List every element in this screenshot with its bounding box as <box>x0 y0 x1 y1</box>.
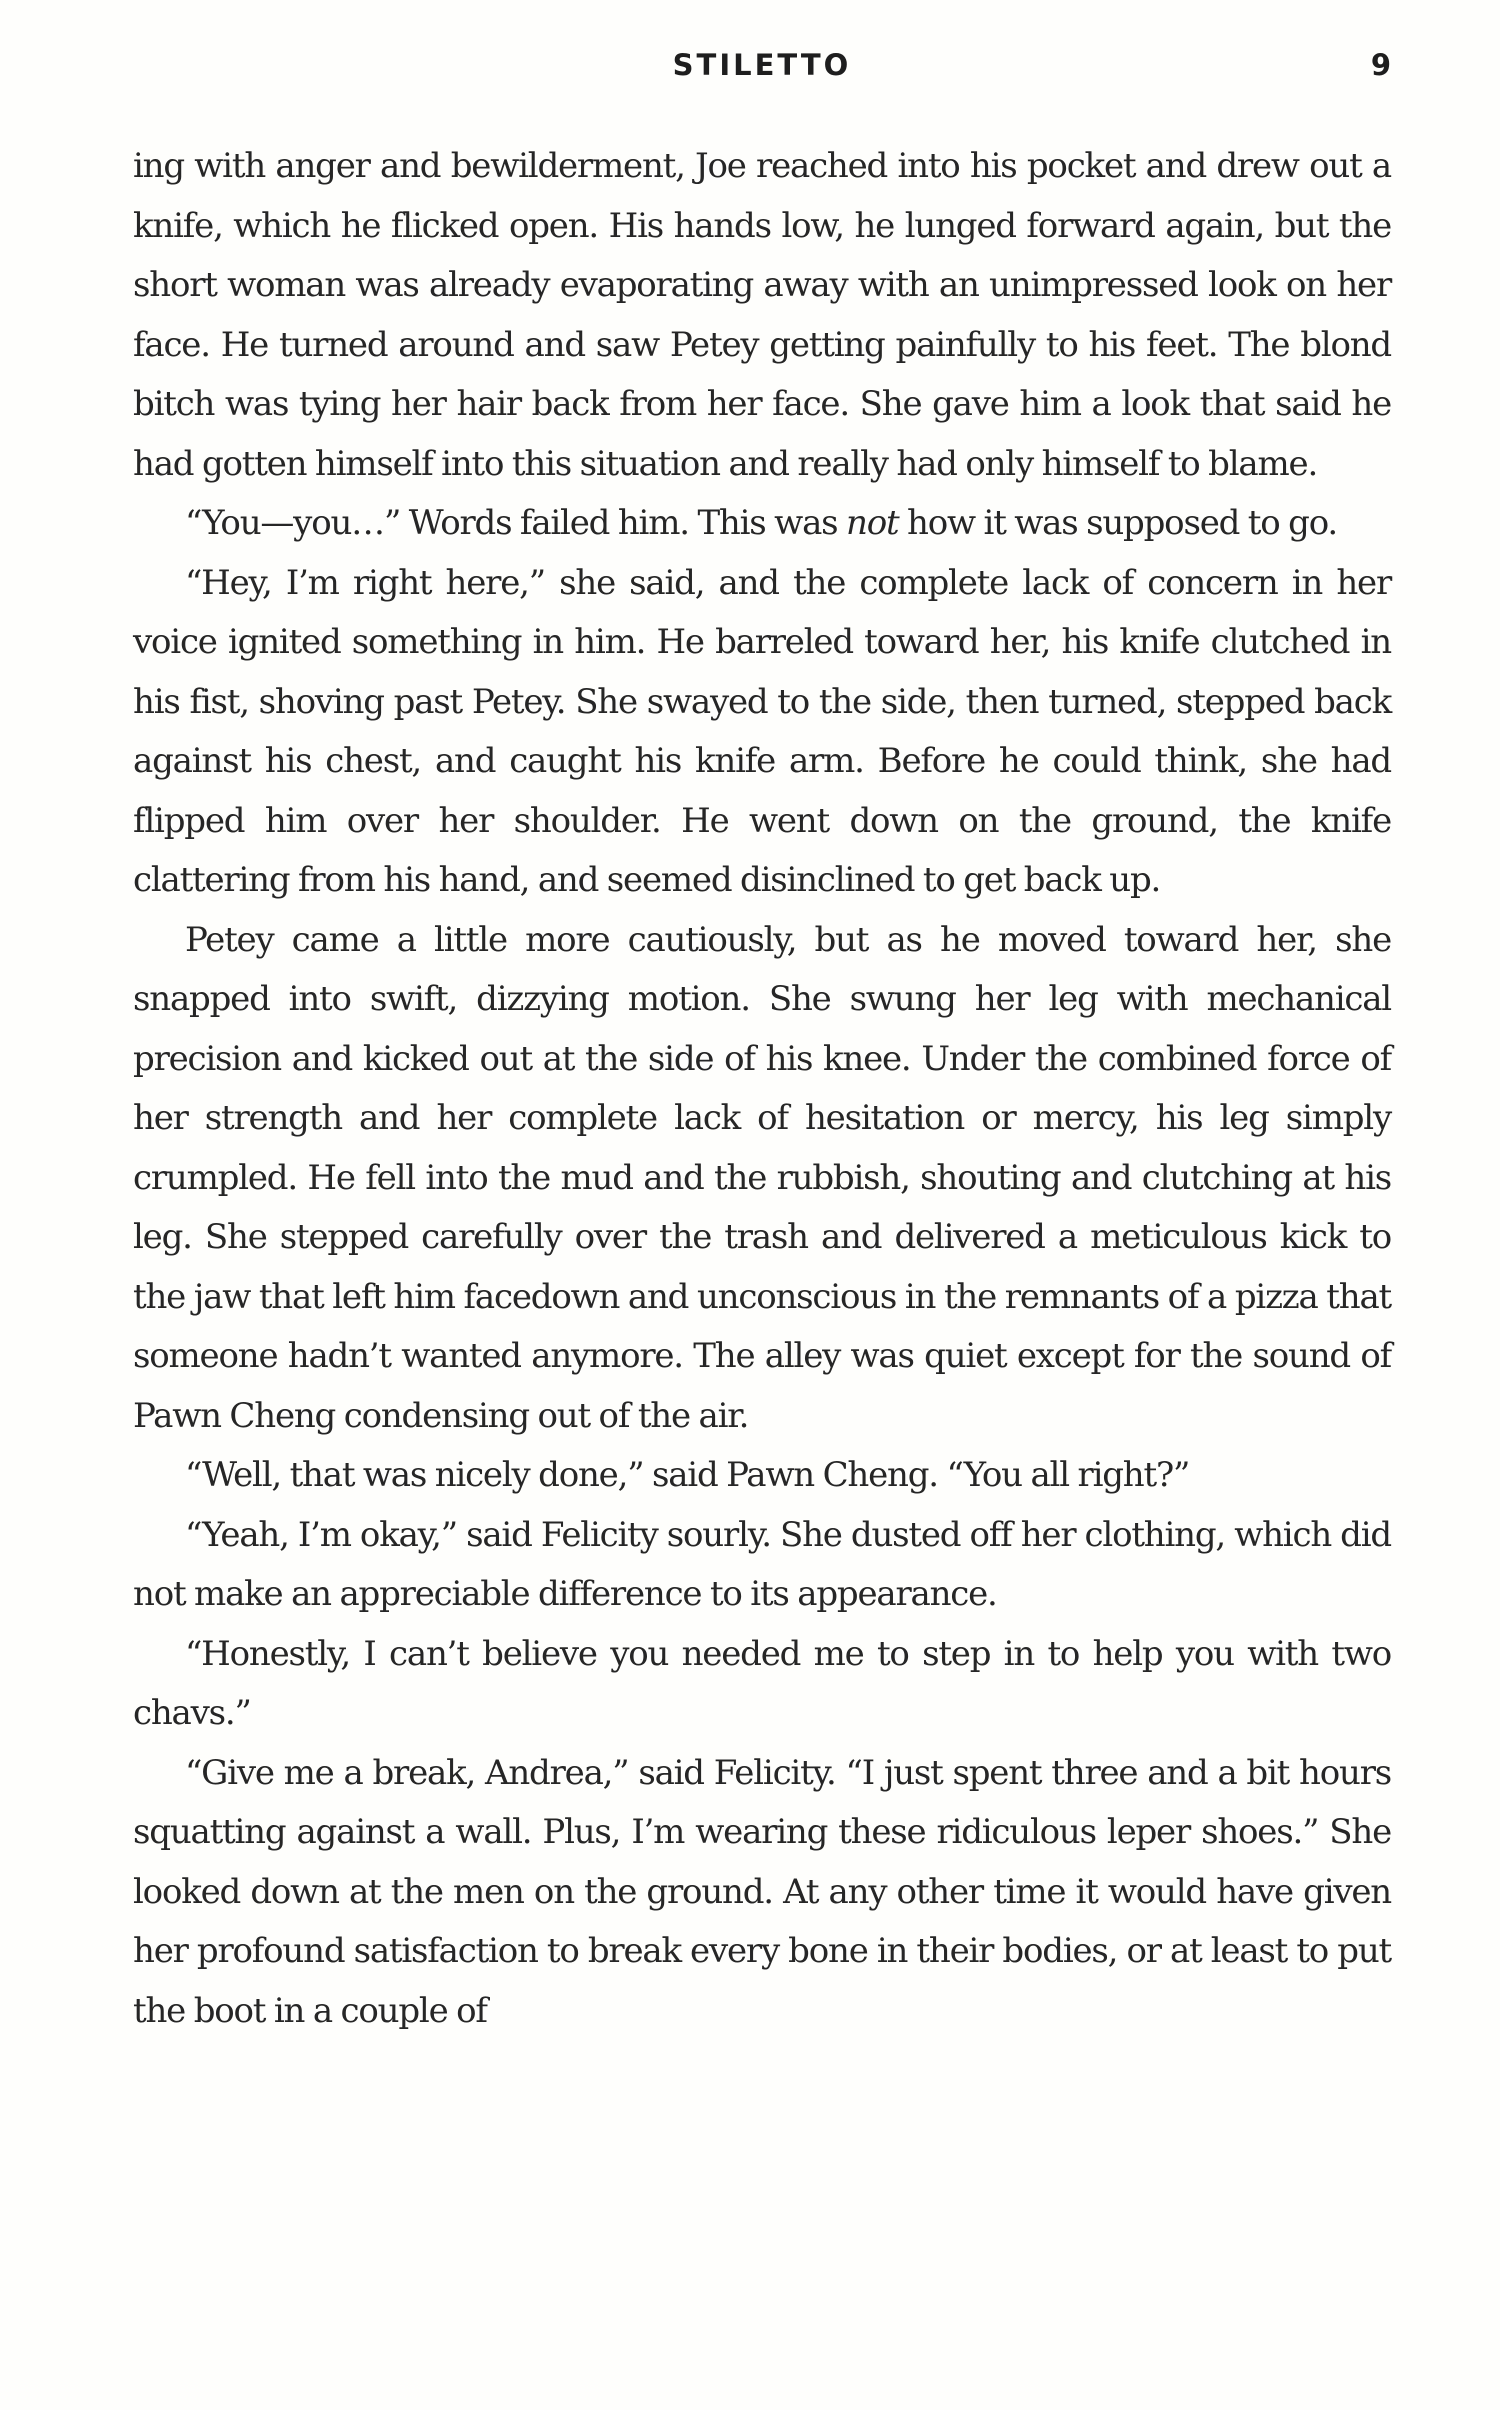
paragraph: “Yeah, I’m okay,” said Felicity sourly. She dusted off her clothing, which did not make an appreciable difference to its appearance. <box>133 1514 1391 1614</box>
body-text <box>133 137 1391 2041</box>
paragraph: “Hey, I’m right here,” she said, and the complete lack of concern in her voice ignited something in him. He barreled toward her, his knife clutched in his fist, shoving past Petey. She swayed to the side, then turned, stepped back against his chest, and caught his knife arm. Before he could think, she had flipped him over her shoulder. He went down on the ground, the knife clattering from his hand, and seemed disinclined to get back up. <box>133 562 1391 900</box>
paragraph: “Give me a break, Andrea,” said Felicity. “I just spent three and a bit hours squatting against a wall. Plus, I’m wearing these ridiculous leper shoes.” She looked down at the men on the ground. At any other time it would have given her profound satisfaction to break every bone in their bodies, or at least to put the boot in a couple of <box>133 1752 1391 2031</box>
paragraph: Petey came a little more cautiously, but as he moved toward her, she snapped into swift, dizzying motion. She swung her leg with mechanical precision and kicked out at the side of his knee. Under the combined force of her strength and her complete lack of hesitation or mercy, his leg simply crumpled. He fell into the mud and the rubbish, shouting and clutching at his leg. She stepped carefully over the trash and delivered a meticulous kick to the jaw that left him facedown and unconscious in the remnants of a pizza that someone hadn’t wanted anymore. The alley was quiet except for the sound of Pawn Cheng condensing out of the air. <box>133 919 1391 1436</box>
page-number: 9 <box>1370 48 1391 82</box>
emphasis-text: not <box>846 503 899 543</box>
paragraph-text: “You—you…” Words failed him. This was <box>185 503 846 543</box>
paragraph-text: how it was supposed to go. <box>898 503 1337 543</box>
running-head-title: STILETTO <box>672 48 852 82</box>
paragraph: “Honestly, I can’t believe you needed me to step in to help you with two chavs.” <box>133 1633 1391 1733</box>
paragraph: ing with anger and bewilderment, Joe reached into his pocket and drew out a knife, which he flicked open. His hands low, he lunged forward again, but the short woman was already evaporating away with an unimpressed look on her face. He turned around and saw Petey getting painfully to his feet. The blond bitch was tying her hair back from her face. She gave him a look that said he had gotten himself into this situation and really had only himself to blame. <box>133 146 1391 484</box>
paragraph <box>133 494 1391 554</box>
paragraph: “Well, that was nicely done,” said Pawn Cheng. “You all right?” <box>185 1455 1190 1495</box>
running-head <box>133 48 1391 88</box>
